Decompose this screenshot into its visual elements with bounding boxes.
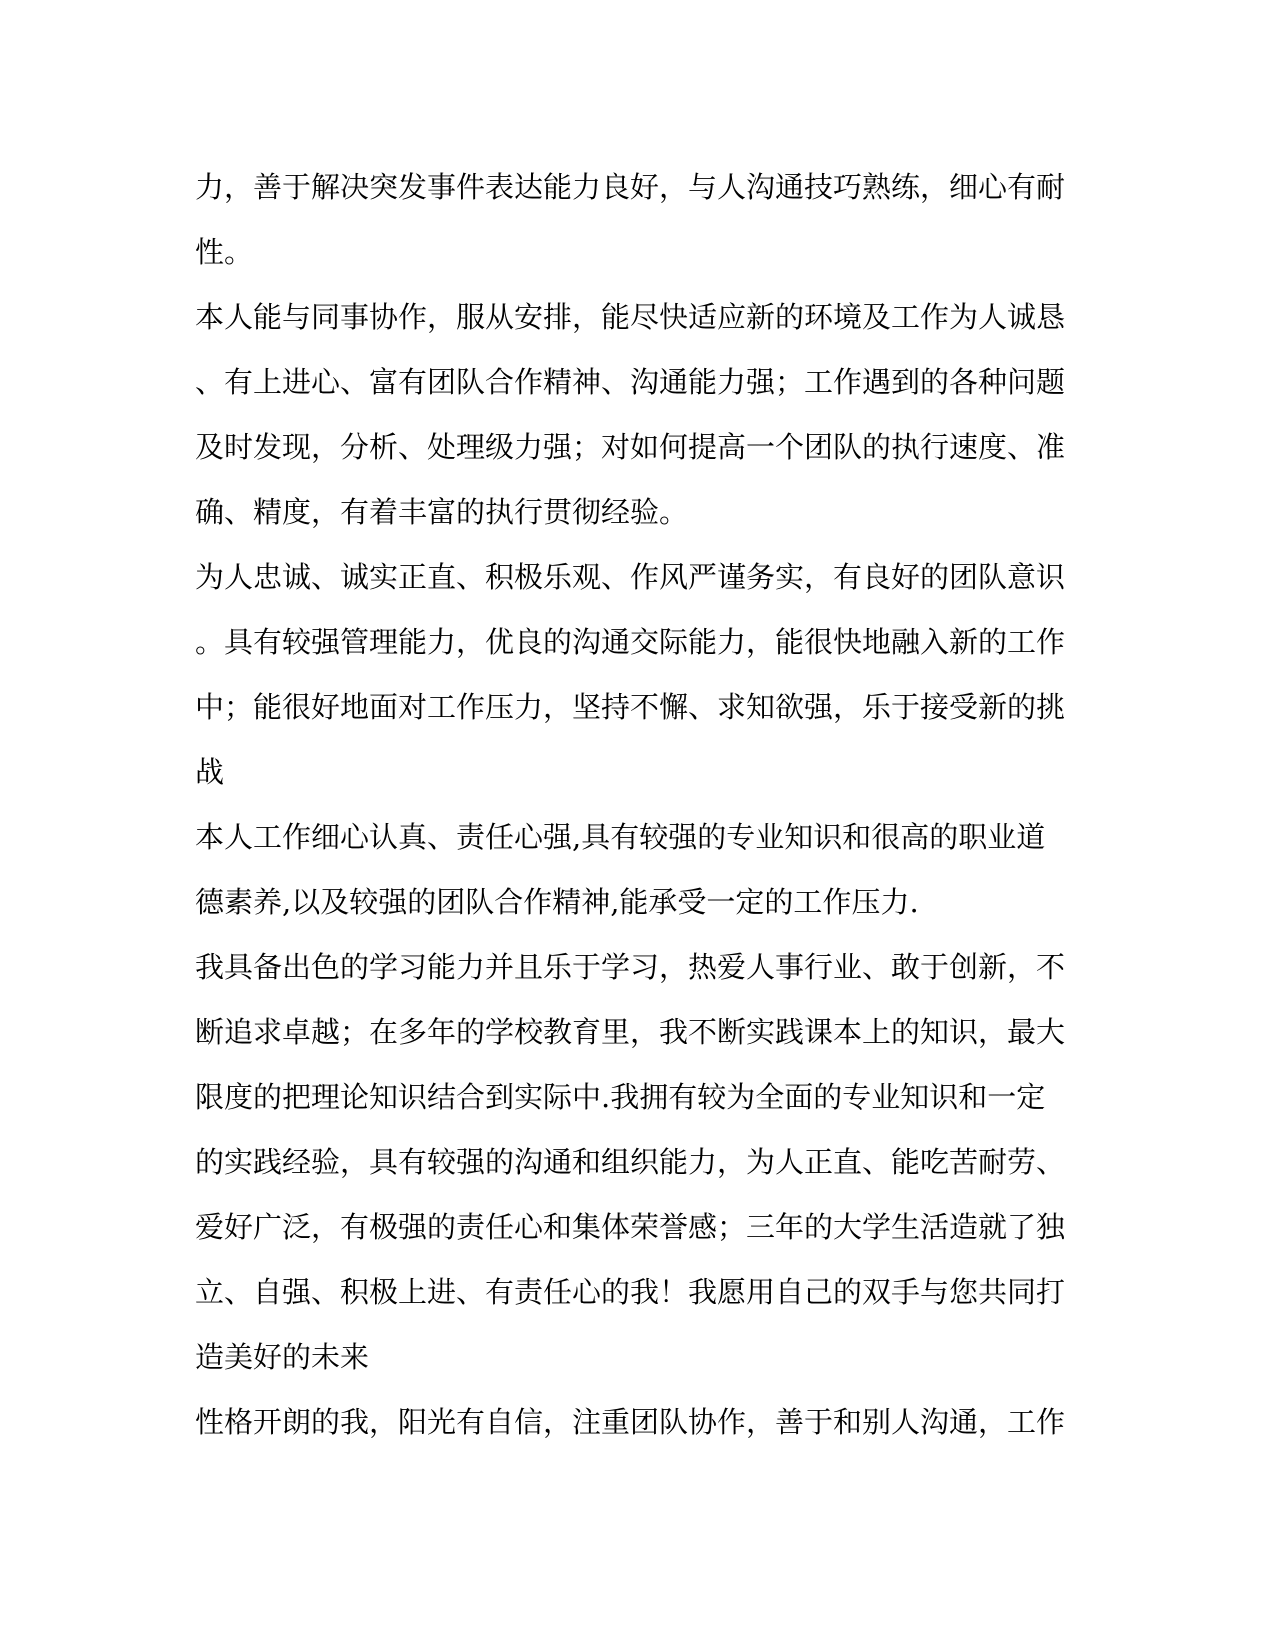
text-line: 为人忠诚、诚实正直、积极乐观、作风严谨务实，有良好的团队意识 [195, 560, 1066, 594]
text-line: 爱好广泛，有极强的责任心和集体荣誉感；三年的大学生活造就了独 [195, 1210, 1066, 1244]
text-line: 断追求卓越；在多年的学校教育里，我不断实践课本上的知识，最大 [195, 1015, 1066, 1049]
text-line: 力，善于解决突发事件表达能力良好，与人沟通技巧熟练，细心有耐 [195, 170, 1066, 204]
text-line: 中；能很好地面对工作压力，坚持不懈、求知欲强，乐于接受新的挑 [195, 690, 1066, 724]
text-line: 造美好的未来 [195, 1340, 370, 1374]
text-line: 确、精度，有着丰富的执行贯彻经验。 [195, 495, 689, 529]
text-line: 性。 [195, 235, 254, 269]
text-line: 及时发现，分析、处理级力强；对如何提高一个团队的执行速度、准 [195, 430, 1066, 464]
text-line: 战 [195, 755, 225, 789]
text-line: 性格开朗的我，阳光有自信，注重团队协作，善于和别人沟通，工作 [195, 1405, 1066, 1439]
text-line: 的实践经验，具有较强的沟通和组织能力，为人正直、能吃苦耐劳、 [195, 1145, 1066, 1179]
text-line: 本人能与同事协作，服从安排，能尽快适应新的环境及工作为人诚恳 [195, 300, 1066, 334]
text-line: 我具备出色的学习能力并且乐于学习，热爱人事行业、敢于创新，不 [195, 950, 1066, 984]
text-line: 、有上进心、富有团队合作精神、沟通能力强；工作遇到的各种问题 [195, 365, 1066, 399]
body-text [195, 155, 1080, 1455]
text-line: 立、自强、积极上进、有责任心的我！我愿用自己的双手与您共同打 [195, 1275, 1066, 1309]
text-line: 本人工作细心认真、责任心强,具有较强的专业知识和很高的职业道 [195, 820, 1046, 854]
text-line: 限度的把理论知识结合到实际中.我拥有较为全面的专业知识和一定 [195, 1080, 1046, 1114]
text-line: 德素养,以及较强的团队合作精神,能承受一定的工作压力. [195, 885, 919, 919]
text-line: 。具有较强管理能力，优良的沟通交际能力，能很快地融入新的工作 [195, 625, 1066, 659]
